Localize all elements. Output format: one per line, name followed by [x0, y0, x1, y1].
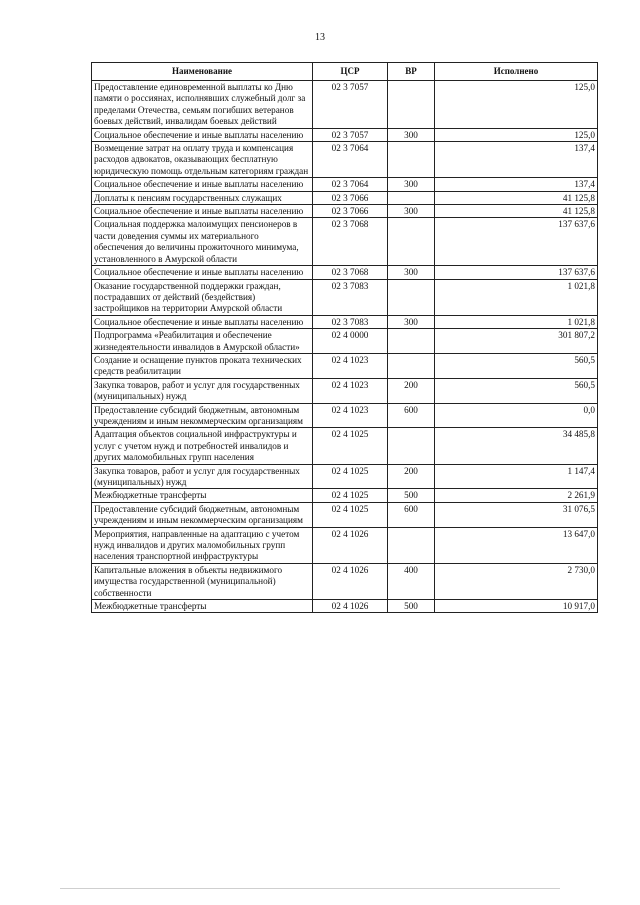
cell-csr: 02 4 1025 [313, 489, 388, 502]
cell-csr: 02 4 0000 [313, 329, 388, 354]
table-row [92, 205, 598, 218]
cell-vr [388, 527, 435, 563]
cell-name: Социальное обеспечение и иные выплаты населению [92, 205, 313, 218]
table-body [92, 81, 598, 613]
table-row [92, 81, 598, 129]
cell-vr [388, 142, 435, 178]
budget-execution-table [91, 62, 598, 613]
table-row [92, 489, 598, 502]
cell-csr: 02 3 7057 [313, 128, 388, 141]
table-row [92, 378, 598, 403]
cell-executed: 10 917,0 [435, 600, 598, 613]
cell-csr: 02 3 7083 [313, 279, 388, 315]
cell-executed: 137 637,6 [435, 218, 598, 266]
table-row [92, 403, 598, 428]
cell-vr: 300 [388, 315, 435, 328]
cell-name: Межбюджетные трансферты [92, 489, 313, 502]
cell-csr: 02 4 1026 [313, 527, 388, 563]
cell-csr: 02 4 1025 [313, 428, 388, 464]
cell-executed: 560,5 [435, 378, 598, 403]
cell-csr: 02 4 1026 [313, 600, 388, 613]
cell-csr: 02 4 1026 [313, 563, 388, 599]
cell-csr: 02 3 7057 [313, 81, 388, 129]
cell-executed: 34 485,8 [435, 428, 598, 464]
cell-vr: 500 [388, 489, 435, 502]
cell-csr: 02 4 1025 [313, 464, 388, 489]
cell-vr: 200 [388, 464, 435, 489]
cell-vr: 300 [388, 178, 435, 191]
table-row [92, 218, 598, 266]
cell-csr: 02 3 7066 [313, 191, 388, 204]
table-row [92, 128, 598, 141]
cell-executed: 1 021,8 [435, 279, 598, 315]
cell-executed: 2 730,0 [435, 563, 598, 599]
cell-csr: 02 4 1023 [313, 403, 388, 428]
cell-name: Адаптация объектов социальной инфраструктуры и услуг с учетом нужд и потребностей инвалидов и других маломобильных групп населения [92, 428, 313, 464]
cell-csr: 02 3 7068 [313, 218, 388, 266]
cell-name: Доплаты к пенсиям государственных служащих [92, 191, 313, 204]
cell-name: Предоставление субсидий бюджетным, автономным учреждениям и иным некоммерческим организациям [92, 403, 313, 428]
cell-csr: 02 3 7083 [313, 315, 388, 328]
cell-csr: 02 3 7068 [313, 266, 388, 279]
table-row [92, 142, 598, 178]
cell-name: Социальная поддержка малоимущих пенсионеров в части доведения суммы их материального обеспечения до величины прожиточного минимума, установленного в Амурской области [92, 218, 313, 266]
cell-executed: 137,4 [435, 178, 598, 191]
table-row [92, 428, 598, 464]
page-number: 13 [315, 32, 325, 43]
cell-executed: 125,0 [435, 81, 598, 129]
cell-name: Предоставление субсидий бюджетным, автономным учреждениям и иным некоммерческим организациям [92, 502, 313, 527]
cell-name: Мероприятия, направленные на адаптацию с учетом нужд инвалидов и других маломобильных групп населения транспортной инфраструктуры [92, 527, 313, 563]
cell-name: Закупка товаров, работ и услуг для государственных (муниципальных) нужд [92, 378, 313, 403]
cell-name: Предоставление единовременной выплаты ко Дню памяти о россиянах, исполнявших служебный долг за пределами Отечества, семьям погибших ветеранов боевых действий, инвалидам боевых действий [92, 81, 313, 129]
header-name: Наименование [92, 63, 313, 81]
cell-executed: 41 125,8 [435, 205, 598, 218]
table-row [92, 563, 598, 599]
cell-executed: 2 261,9 [435, 489, 598, 502]
cell-executed: 301 807,2 [435, 329, 598, 354]
cell-name: Социальное обеспечение и иные выплаты населению [92, 128, 313, 141]
table-row [92, 600, 598, 613]
cell-csr: 02 3 7064 [313, 178, 388, 191]
table-row [92, 353, 598, 378]
cell-vr: 500 [388, 600, 435, 613]
cell-vr: 200 [388, 378, 435, 403]
cell-executed: 1 021,8 [435, 315, 598, 328]
cell-name: Закупка товаров, работ и услуг для государственных (муниципальных) нужд [92, 464, 313, 489]
header-csr: ЦСР [313, 63, 388, 81]
header-executed: Исполнено [435, 63, 598, 81]
table-row [92, 464, 598, 489]
cell-executed: 13 647,0 [435, 527, 598, 563]
cell-executed: 137,4 [435, 142, 598, 178]
cell-executed: 31 076,5 [435, 502, 598, 527]
table-row [92, 191, 598, 204]
cell-csr: 02 3 7066 [313, 205, 388, 218]
scan-edge-line [60, 888, 560, 889]
cell-name: Оказание государственной поддержки граждан, пострадавших от действий (бездействия) застройщиков на территории Амурской области [92, 279, 313, 315]
cell-name: Социальное обеспечение и иные выплаты населению [92, 178, 313, 191]
cell-csr: 02 4 1023 [313, 378, 388, 403]
cell-vr [388, 218, 435, 266]
cell-csr: 02 3 7064 [313, 142, 388, 178]
cell-executed: 560,5 [435, 353, 598, 378]
cell-vr: 300 [388, 266, 435, 279]
cell-csr: 02 4 1025 [313, 502, 388, 527]
table-row [92, 527, 598, 563]
cell-name: Подпрограмма «Реабилитация и обеспечение жизнедеятельности инвалидов в Амурской области» [92, 329, 313, 354]
table-row [92, 502, 598, 527]
table-row [92, 315, 598, 328]
cell-vr: 300 [388, 205, 435, 218]
cell-name: Социальное обеспечение и иные выплаты населению [92, 266, 313, 279]
cell-executed: 125,0 [435, 128, 598, 141]
cell-executed: 1 147,4 [435, 464, 598, 489]
cell-vr [388, 329, 435, 354]
cell-name: Создание и оснащение пунктов проката технических средств реабилитации [92, 353, 313, 378]
cell-vr [388, 428, 435, 464]
table-row [92, 266, 598, 279]
cell-csr: 02 4 1023 [313, 353, 388, 378]
cell-vr [388, 191, 435, 204]
cell-vr: 600 [388, 502, 435, 527]
cell-vr [388, 279, 435, 315]
cell-vr [388, 81, 435, 129]
table-header-row [92, 63, 598, 81]
table-row [92, 279, 598, 315]
cell-vr [388, 353, 435, 378]
cell-vr: 600 [388, 403, 435, 428]
cell-vr: 300 [388, 128, 435, 141]
cell-executed: 41 125,8 [435, 191, 598, 204]
cell-executed: 0,0 [435, 403, 598, 428]
cell-executed: 137 637,6 [435, 266, 598, 279]
cell-name: Возмещение затрат на оплату труда и компенсация расходов адвокатов, оказывающих бесплатную юридическую помощь отдельным категориям граждан [92, 142, 313, 178]
table-row [92, 329, 598, 354]
table-row [92, 178, 598, 191]
cell-vr: 400 [388, 563, 435, 599]
cell-name: Социальное обеспечение и иные выплаты населению [92, 315, 313, 328]
header-vr: ВР [388, 63, 435, 81]
cell-name: Капитальные вложения в объекты недвижимого имущества государственной (муниципальной) собственности [92, 563, 313, 599]
cell-name: Межбюджетные трансферты [92, 600, 313, 613]
